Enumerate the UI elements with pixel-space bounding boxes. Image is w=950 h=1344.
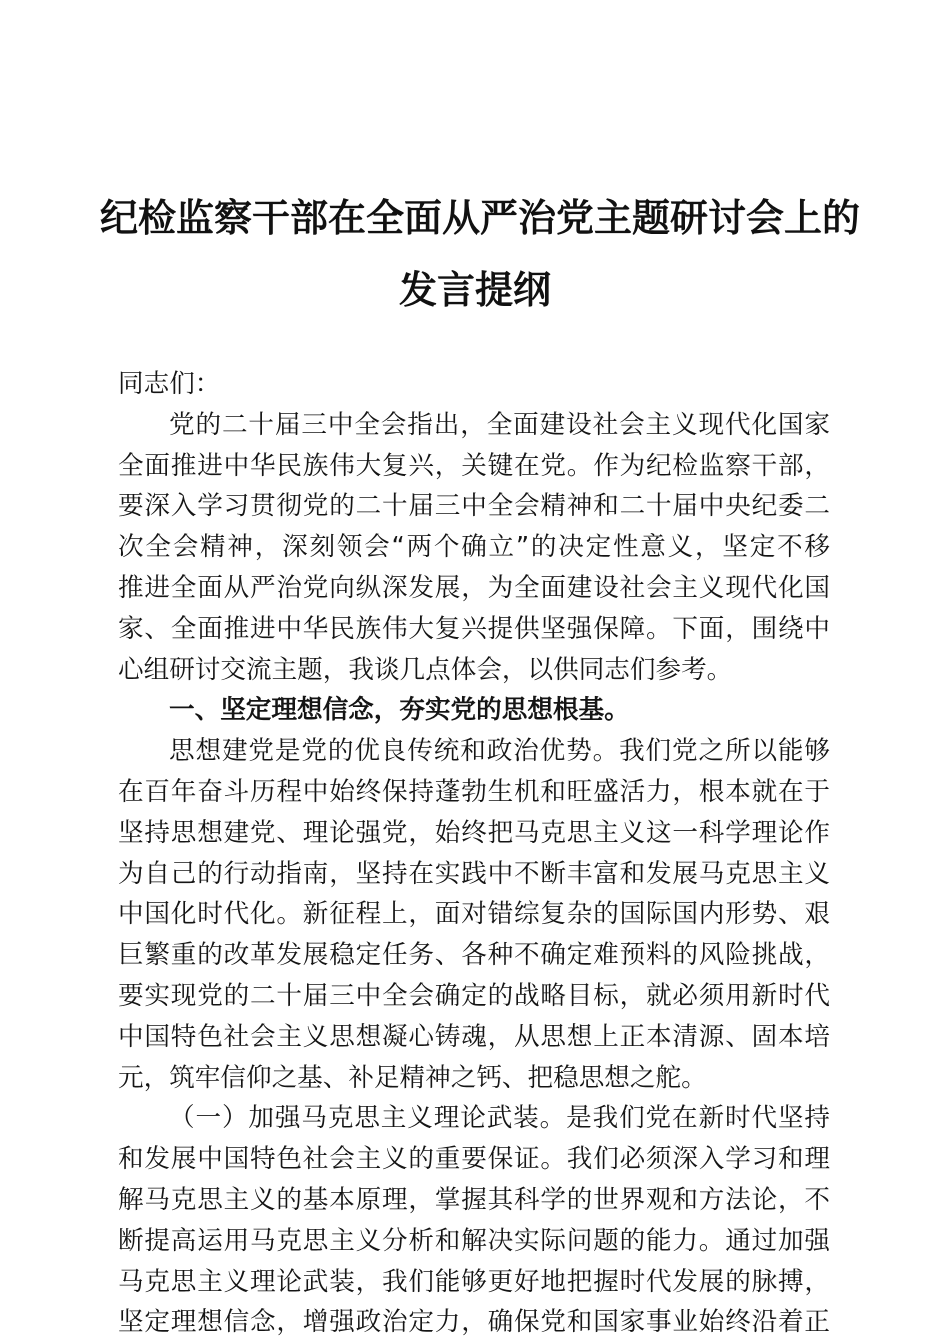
document-title-line-1: 纪检监察干部在全面从严治党主题研讨会上的	[100, 195, 861, 240]
paragraph-line: 心组研讨交流主题，我谈几点体会，以供同志们参考。	[118, 654, 733, 685]
paragraph-line: 推进全面从严治党向纵深发展，为全面建设社会主义现代化国	[118, 572, 830, 603]
paragraph-line: 思想建党是党的优良传统和政治优势。我们党之所以能够	[169, 736, 830, 767]
paragraph-line: 要实现党的二十届三中全会确定的战略目标，就必须用新时代	[118, 980, 830, 1011]
paragraph-line: 为自己的行动指南，坚持在实践中不断丰富和发展马克思主义	[118, 858, 830, 889]
paragraph-line: 坚持思想建党、理论强党，始终把马克思主义这一科学理论作	[118, 817, 830, 848]
section-heading: 一、坚定理想信念，夯实党的思想根基。	[169, 695, 630, 726]
paragraph-line: 中国特色社会主义思想凝心铸魂，从思想上正本清源、固本培	[118, 1021, 830, 1052]
paragraph-line: 巨繁重的改革发展稳定任务、各种不确定难预料的风险挑战，	[118, 940, 830, 971]
paragraph-line: 全面推进中华民族伟大复兴，关键在党。作为纪检监察干部，	[118, 450, 830, 481]
paragraph-line: （一）加强马克思主义理论武装。是我们党在新时代坚持	[169, 1103, 830, 1134]
paragraph-line: 坚定理想信念，增强政治定力，确保党和国家事业始终沿着正	[118, 1307, 830, 1338]
paragraph-thought-building	[118, 731, 830, 1098]
paragraph-line: 马克思主义理论武装，我们能够更好地把握时代发展的脉搏，	[118, 1266, 830, 1297]
paragraph-line: 元，筑牢信仰之基、补足精神之钙、把稳思想之舵。	[118, 1062, 707, 1093]
document-title-line-2: 发言提纲	[398, 267, 551, 312]
paragraph-line: 断提高运用马克思主义分析和解决实际问题的能力。通过加强	[118, 1225, 830, 1256]
paragraph-marxism-theory	[118, 1098, 830, 1343]
paragraph-intro	[118, 405, 830, 691]
paragraph-line: 解马克思主义的基本原理，掌握其科学的世界观和方法论，不	[118, 1184, 830, 1215]
paragraph-line: 和发展中国特色社会主义的重要保证。我们必须深入学习和理	[118, 1144, 830, 1175]
document-body	[118, 364, 830, 1343]
paragraph-line: 中国化时代化。新征程上，面对错综复杂的国际国内形势、艰	[118, 899, 830, 930]
paragraph-line: 在百年奋斗历程中始终保持蓬勃生机和旺盛活力，根本就在于	[118, 776, 830, 807]
paragraph-line: 家、全面推进中华民族伟大复兴提供坚强保障。下面，围绕中	[118, 613, 830, 644]
paragraph-line: 次全会精神，深刻领会“两个确立”的决定性意义，坚定不移	[118, 532, 830, 563]
paragraph-line: 要深入学习贯彻党的二十届三中全会精神和二十届中央纪委二	[118, 491, 830, 522]
salutation: 同志们：	[118, 369, 221, 399]
paragraph-line: 党的二十届三中全会指出，全面建设社会主义现代化国家	[169, 409, 830, 440]
